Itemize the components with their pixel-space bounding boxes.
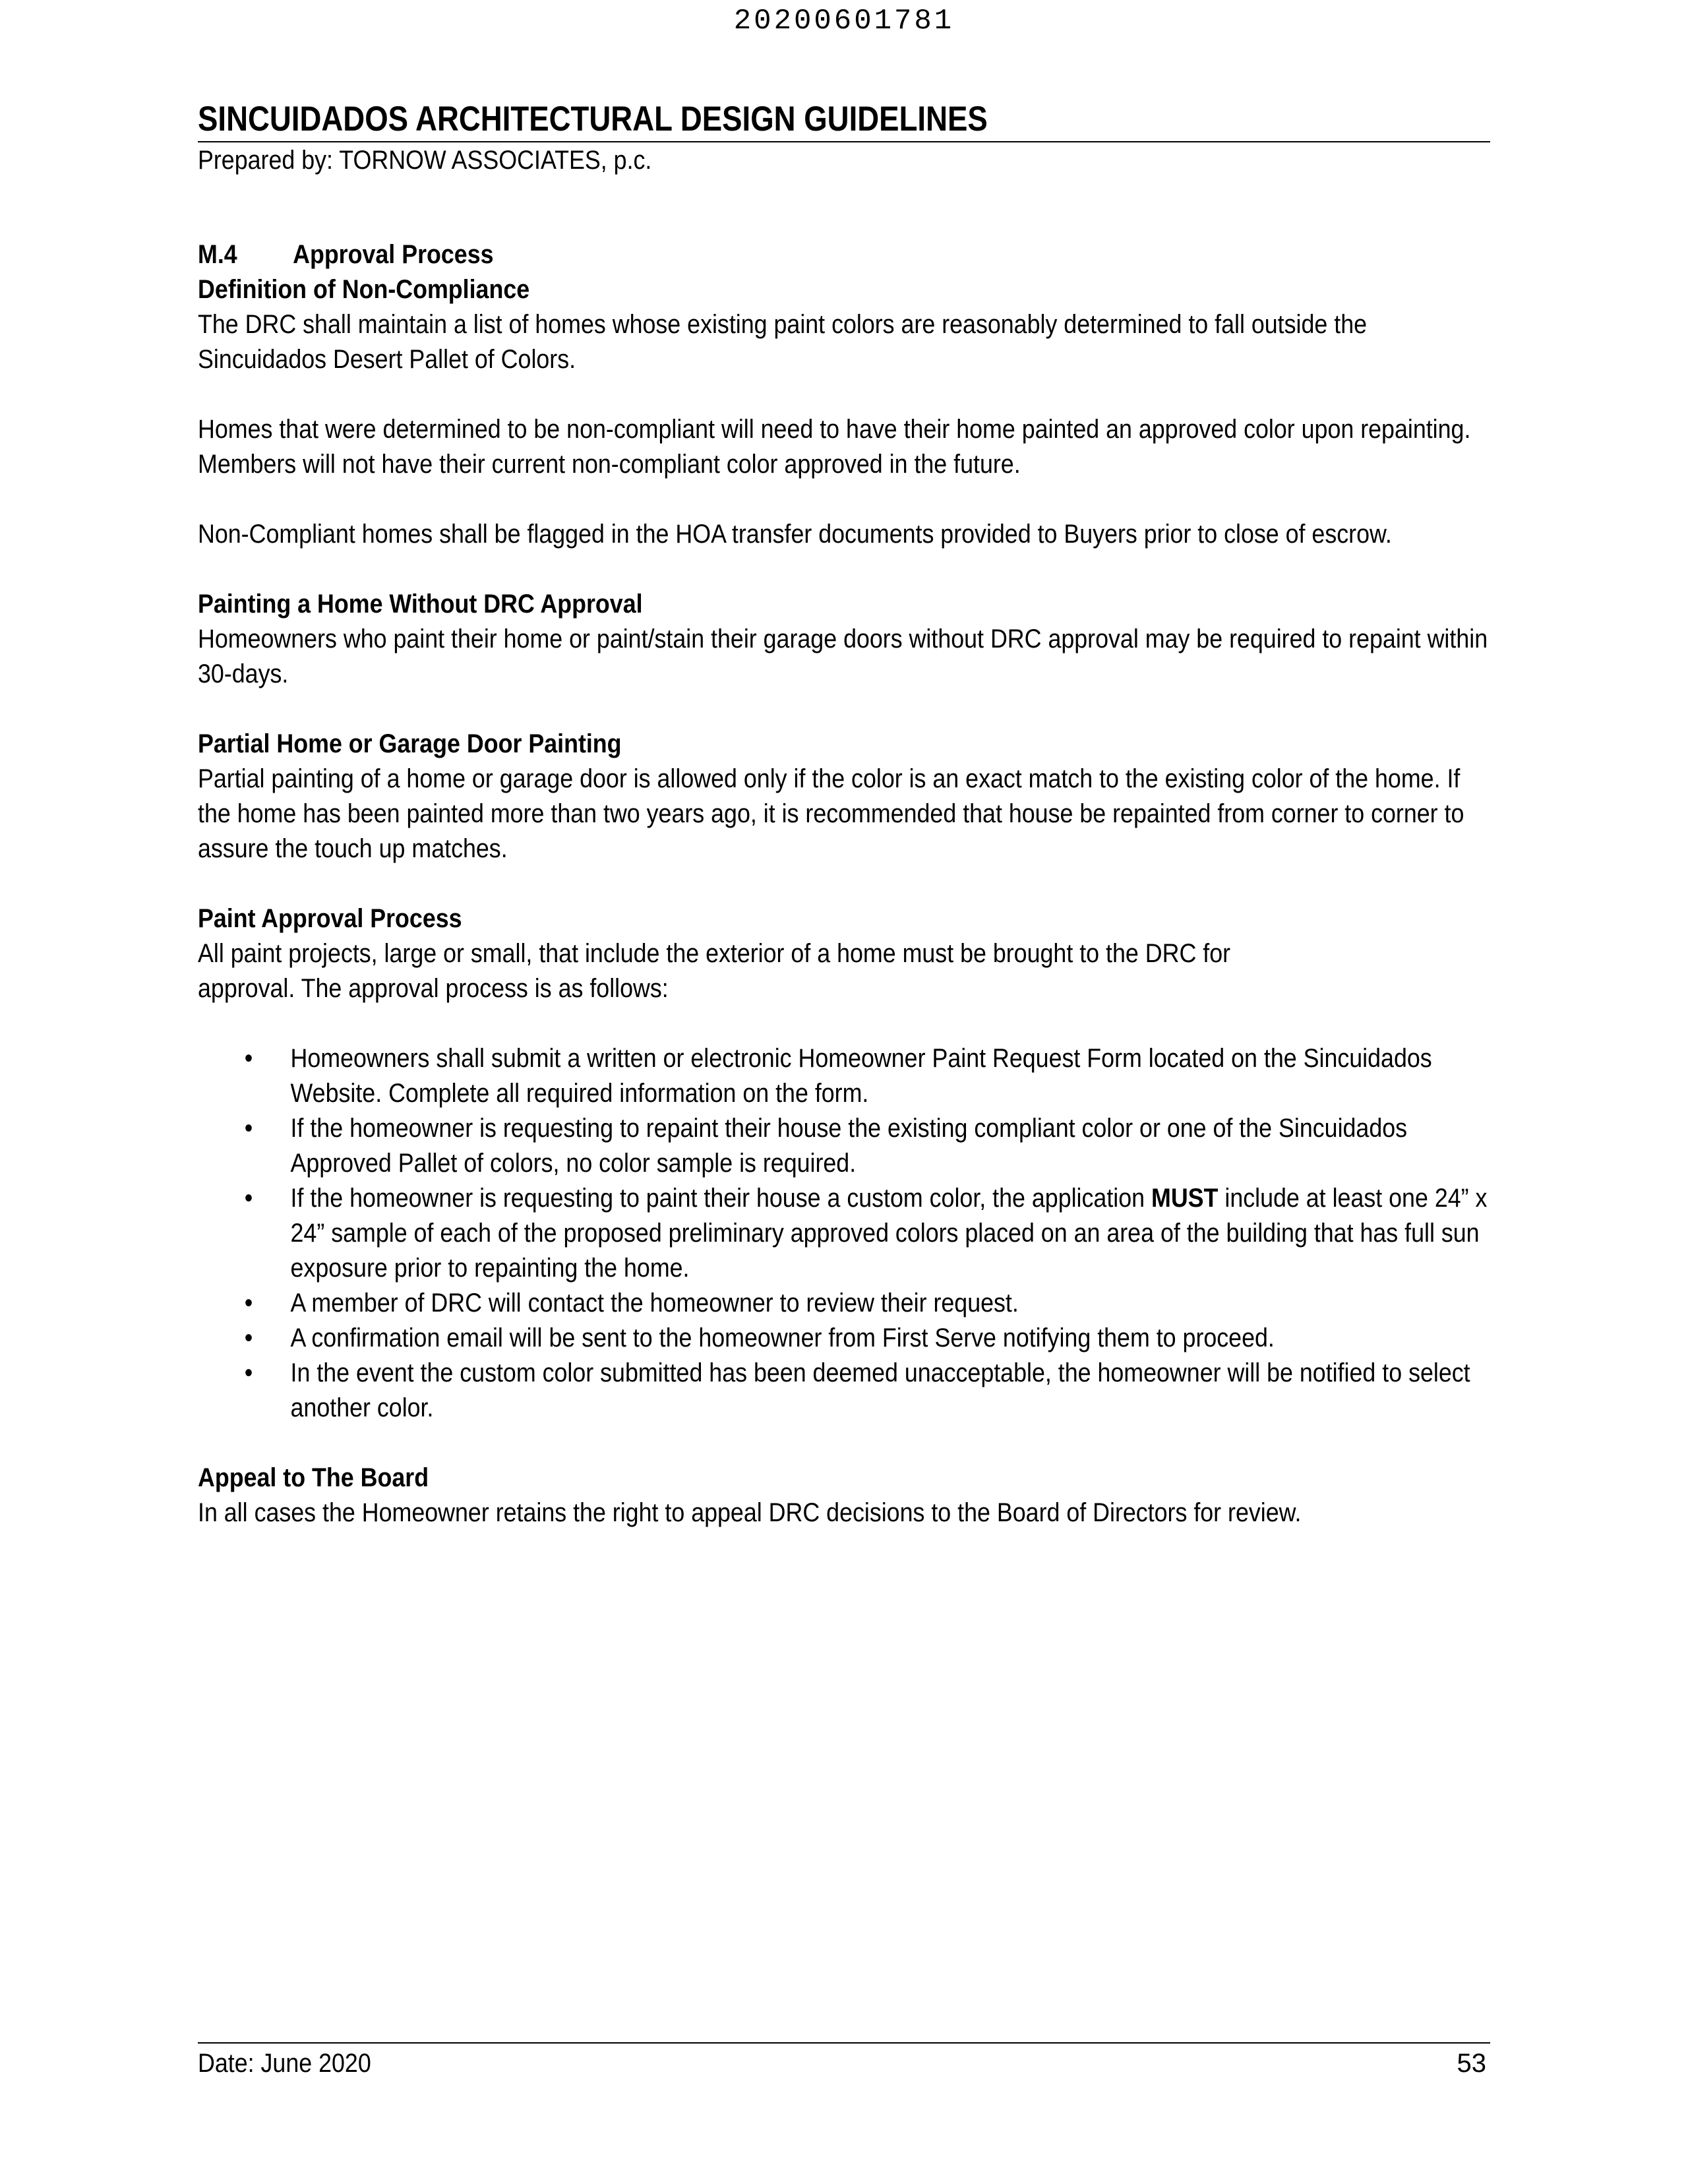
without-approval-text: Homeowners who paint their home or paint/stain their garage doors without DRC approval may be required to repaint within 30-days. <box>198 624 1488 688</box>
footer-date: Date: June 2020 <box>198 2049 371 2078</box>
list-item-text-part: If the homeowner is requesting to paint their house a custom color, the application <box>290 1184 1151 1213</box>
bullet-icon: • <box>244 1323 253 1352</box>
without-approval-heading: Painting a Home Without DRC Approval <box>198 590 643 619</box>
appeal-heading: Appeal to The Board <box>198 1463 429 1492</box>
page-content <box>198 98 1490 1565</box>
list-item-text: A confirmation email will be sent to the homeowner from First Serve notifying them to proceed. <box>290 1323 1275 1352</box>
appeal-text: In all cases the Homeowner retains the right to appeal DRC decisions to the Board of Directors for review. <box>198 1498 1302 1527</box>
page-number: 53 <box>1457 2049 1486 2078</box>
section-title: Approval Process <box>293 240 494 269</box>
body-text <box>198 237 1490 1531</box>
footer-row <box>198 2044 1490 2081</box>
list-item <box>198 1181 1490 1286</box>
non-compliance-heading: Definition of Non-Compliance <box>198 275 530 304</box>
paint-approval-heading: Paint Approval Process <box>198 904 462 933</box>
page-footer <box>198 2042 1490 2081</box>
list-item <box>198 1356 1490 1426</box>
non-compliance-paragraph: The DRC shall maintain a list of homes whose existing paint colors are reasonably determined to fall outside the Sincuidados Desert Pallet of Colors. <box>198 310 1368 374</box>
bullet-icon: • <box>244 1289 253 1318</box>
bullet-icon: • <box>244 1358 253 1387</box>
list-item <box>198 1111 1490 1181</box>
document-title: SINCUIDADOS ARCHITECTURAL DESIGN GUIDELINES <box>198 100 988 138</box>
list-item-text: A member of DRC will contact the homeowner to review their request. <box>290 1289 1019 1318</box>
non-compliance-paragraph: Non-Compliant homes shall be flagged in the HOA transfer documents provided to Buyers prior to close of escrow. <box>198 520 1392 549</box>
partial-painting-text: Partial painting of a home or garage door is allowed only if the color is an exact match to the existing color of the home. If the home has been painted more than two years ago, it is recommended that house be repainted from corner to corner to assure the touch up matches. <box>198 764 1464 863</box>
section-number: M.4 <box>198 240 237 269</box>
list-item <box>198 1041 1490 1111</box>
approval-steps-list <box>198 1041 1490 1426</box>
spacer <box>198 1006 1490 1041</box>
emphasis-must: MUST <box>1151 1184 1219 1213</box>
paint-approval-intro-line: All paint projects, large or small, that include the exterior of a home must be brought to the DRC for <box>198 939 1231 968</box>
list-item <box>198 1321 1490 1356</box>
prepared-by: Prepared by: TORNOW ASSOCIATES, p.c. <box>198 146 652 175</box>
bullet-icon: • <box>244 1044 253 1073</box>
document-number: 20200601781 <box>733 5 955 38</box>
list-item-text: Homeowners shall submit a written or electronic Homeowner Paint Request Form located on the Sincuidados Website. Complete all required information on the form. <box>290 1044 1432 1108</box>
paint-approval-intro <box>198 936 1490 1006</box>
bullet-icon: • <box>244 1184 253 1213</box>
list-item-text-part: include at least one 24” x 24” sample of each of the proposed preliminary approved colors placed on an area of the building that has full sun exposure prior to repainting the home. <box>290 1184 1488 1283</box>
paint-approval-intro-line: approval. The approval process is as follows: <box>198 974 669 1003</box>
section-heading <box>198 237 1490 272</box>
list-item-text: In the event the custom color submitted has been deemed unacceptable, the homeowner will be notified to select another color. <box>290 1358 1470 1422</box>
partial-painting-heading: Partial Home or Garage Door Painting <box>198 729 622 758</box>
bullet-icon: • <box>244 1114 253 1143</box>
list-item-text <box>291 1184 1488 1283</box>
list-item-text: If the homeowner is requesting to repaint their house the existing compliant color or one of the Sincuidados Approved Pallet of colors, no color sample is required. <box>290 1114 1408 1178</box>
non-compliance-paragraph: Homes that were determined to be non-compliant will need to have their home painted an approved color upon repainting. Members will not have their current non-compliant color approved in the future. <box>198 415 1471 479</box>
list-item <box>198 1286 1490 1321</box>
title-divider <box>198 141 1490 142</box>
